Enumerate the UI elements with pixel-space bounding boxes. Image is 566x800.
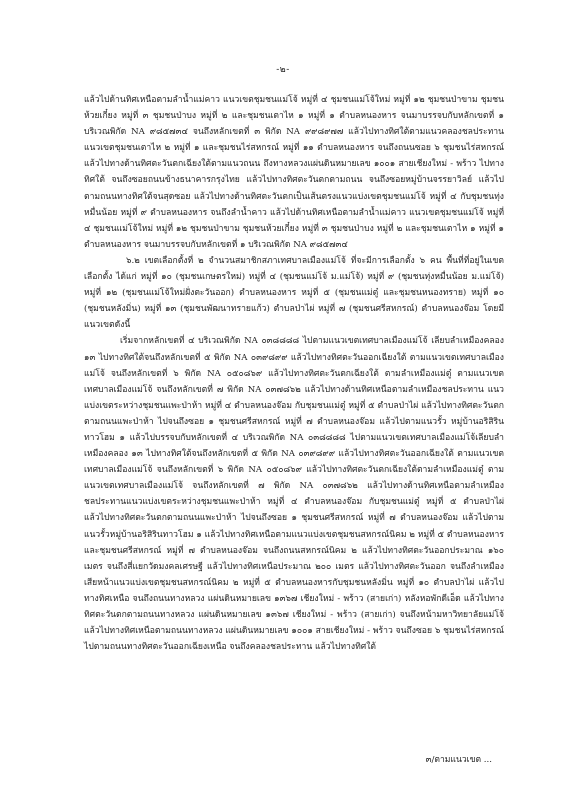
continuation-note: ๓/ตามแนวเขต ... [425, 755, 492, 765]
paragraph-2: ๖.๒ เขตเลือกตั้งที่ ๒ จำนวนสมาชิกสภาเทศบาลเมืองแม่โจ้ ที่จะมีการเลือกตั้ง ๖ คน พื้นที่ที่อยู่ในเขตเลือกตั้ง ได้แก่ หมู่ที่ ๑๐ (ชุมชนเกษตรใหม่) หมู่ที่ ๔ (ชุมชนแม่โจ้ ม.แม่โจ้) หมู่ที่ ๙ (ชุมชนทุ่งหมื่นน้อย ม.แม่โจ้) หมู่ที่ ๑๒ (ชุมชนแม่โจ้ใหม่ฝั่งตะวันออก) ตำบลหนองหาร หมู่ที่ ๕ (ชุมชนแม่ตู๋ และชุมชนหนองทราย) หมู่ที่ ๑๐ (ชุมชนหลังมิ่น) หมู่ที่ ๑๓ (ชุมชนพัฒนาทรายแก้ว) ตำบลป่าไผ่ หมู่ที่ ๗ (ชุมชนศรีสหกรณ์) ตำบลหนองจ๊อม โดยมีแนวเขตดังนี้ [84, 255, 504, 331]
page-number: -๒- [276, 65, 290, 75]
paragraph-1: แล้วไปด้านทิศเหนือตามลำน้ำแม่คาว แนวเขตชุมชนแม่โจ้ หมู่ที่ ๔ ชุมชนแม่โจ้ใหม่ หมู่ที่ ๑๒ ชุมชนป่าขาม ชุมชนห้วยเกี๋ยง หมู่ที่ ๓ ชุมชนป่าบง หมู่ที่ ๒ และชุมชนเตาไห ๑ หมู่ที่ ๑ ตำบลหนองหาร จนมาบรรจบกับหลักเขตที่ ๑ บริเวณพิกัด NA ๙๘๕๗๓๔ จนถึงหลักเขตที่ ๓ พิกัด NA ๙๙๘๙๗๗ แล้วไปทางทิศใต้ตามแนวคลองชลประทาน แนวเขตชุมชนเตาไห ๒ หมู่ที่ ๑ และชุมชนไร่สหกรณ์ หมู่ที่ ๑๑ ตำบลหนองหาร จนถึงถนนซอย ๖ ชุมชนไร่สหกรณ์ แล้วไปทางด้านทิศตะวันตกเฉียงใต้ตามแนวถนน ถึงทางหลวงแผ่นดินหมายเลข ๑๐๐๑ สายเชียงใหม่ - พร้าว ไปทางทิศใต้ จนถึงซอยถนนข้างธนาคารกรุงไทย แล้วไปทางทิศตะวันตกตามถนน จนถึงซอยหมู่บ้านจรรยาวิลย์ แล้วไปตามถนนทางทิศใต้จนสุดซอย แล้วไปทางด้านทิศตะวันตกเป็นเส้นตรงแนวแบ่งเขตชุมชนแม่โจ้ หมู่ที่ ๔ กับชุมชนทุ่งหมื่นน้อย หมู่ที่ ๙ ตำบลหนองหาร จนถึงลำน้ำคาว แล้วไปด้านทิศเหนือตามลำน้ำแม่คาว แนวเขตชุมชนแม่โจ้ หมู่ที่ ๔ ชุมชนแม่โจ้ใหม่ หมู่ที่ ๑๒ ชุมชนป่าขาม ชุมชนห้วยเกี๋ยง หมู่ที่ ๓ ชุมชนป่าบง หมู่ที่ ๒ และชุมชนเตาไห ๑ หมู่ที่ ๑ ตำบลหนองหาร จนมาบรรจบกับหลักเขตที่ ๑ บริเวณพิกัด NA ๙๘๕๗๓๔ [84, 95, 504, 250]
document-body [84, 92, 504, 655]
paragraph-3: เริ่มจากหลักเขตที่ ๔ บริเวณพิกัด NA ๐๓๘๘๘๘ ไปตามแนวเขตเทศบาลเมืองแม่โจ้ เลียบลำเหมืองคลอง ๑๓ ไปทางทิศใต้จนถึงหลักเขตที่ ๕ พิกัด NA ๐๓๙๘๙๙ แล้วไปทางทิศตะวันออกเฉียงใต้ ตามแนวเขตเทศบาลเมืองแม่โจ้ จนถึงหลักเขตที่ ๖ พิกัด NA ๐๕๐๘๖๙ แล้วไปทางทิศตะวันตกเฉียงใต้ ตามลำเหมืองแม่ตู๋ ตามแนวเขตเทศบาลเมืองแม่โจ้ จนถึงหลักเขตที่ ๗ พิกัด NA ๐๓๗๘๖๒ แล้วไปทางด้านทิศเหนือตามลำเหมืองชลประทาน แนวแบ่งเขตระหว่างชุมชนแพะป่าห้า หมู่ที่ ๔ ตำบลหนองจ๊อม กับชุมชนแม่ตู๋ หมู่ที่ ๕ ตำบลป่าไผ่ แล้วไปทางทิศตะวันตกตามถนนแพะป่าห้า ไปจนถึงซอย ๑ ชุมชนศรีสหกรณ์ หมู่ที่ ๗ ตำบลหนองจ๊อม แล้วไปตามแนวรั้ว หมู่บ้านอริสิรินทาวโฮม ๑ แล้วไปบรรจบกับหลักเขตที่ ๔ บริเวณพิกัด NA ๐๓๘๘๘๘ ไปตามแนวเขตเทศบาลเมืองแม่โจ้เลียบลำเหมืองคลอง ๑๓ ไปทางทิศใต้จนถึงหลักเขตที่ ๕ พิกัด NA ๐๓๙๘๙๙ แล้วไปทางทิศตะวันออกเฉียงใต้ ตามแนวเขตเทศบาลเมืองแม่โจ้ จนถึงหลักเขตที่ ๖ พิกัด NA ๐๕๐๘๖๙ แล้วไปทางทิศตะวันตกเฉียงใต้ตามลำเหมืองแม่ตู๋ ตามแนวเขตเทศบาลเมืองแม่โจ้ จนถึงหลักเขตที่ ๗ พิกัด NA ๐๓๗๘๖๒ แล้วไปทางด้านทิศเหนือตามลำเหมืองชลประทานแนวแบ่งเขตระหว่างชุมชนแพะป่าห้า หมู่ที่ ๔ ตำบลหนองจ๊อม กับชุมชนแม่ตู๋ หมู่ที่ ๕ ตำบลป่าไผ่ แล้วไปทางทิศตะวันตกตามถนนแพะป่าห้า ไปจนถึงซอย ๑ ชุมชนศรีสหกรณ์ หมู่ที่ ๗ ตำบลหนองจ๊อม แล้วไปตามแนวรั้วหมู่บ้านอริสิรินทาวโฮม ๑ แล้วไปทางทิศเหนือตามแนวแบ่งเขตชุมชนสหกรณ์นิคม ๒ หมู่ที่ ๕ ตำบลหนองหาร และชุมชนศรีสหกรณ์ หมู่ที่ ๗ ตำบลหนองจ๊อม จนถึงถนนสหกรณ์นิคม ๒ แล้วไปทางทิศตะวันออกประมาณ ๑๖๐ เมตร จนถึงสี่แยกวัดมงคลเศรษฐี แล้วไปทางทิศเหนือประมาณ ๒๐๐ เมตร แล้วไปทางทิศตะวันออก จนถึงลำเหมืองเสียหน้าแนวแบ่งเขตชุมชนสหกรณ์นิคม ๒ หมู่ที่ ๕ ตำบลหนองหารกับชุมชนหลังมิ่น หมู่ที่ ๑๐ ตำบลป่าไผ่ แล้วไปทางทิศเหนือ จนถึงถนนทางหลวง แผ่นดินหมายเลข ๑๓๖๗ เชียงใหม่ - พร้าว (สายเก่า) หลังหอพักดีเอ็ด แล้วไปทางทิศตะวันตกตามถนนทางหลวง แผ่นดินหมายเลข ๑๓๖๗ เชียงใหม่ - พร้าว (สายเก่า) จนถึงหน้ามหาวิทยาลัยแม่โจ้ แล้วไปทางทิศเหนือตามถนนทางหลวง แผ่นดินหมายเลข ๑๐๐๑ สายเชียงใหม่ - พร้าว จนถึงซอย ๖ ชุมชนไร่สหกรณ์ ไปตามถนนทางทิศตะวันออกเฉียงเหนือ จนถึงคลองชลประทาน แล้วไปทางทิศใต้ [84, 336, 504, 653]
